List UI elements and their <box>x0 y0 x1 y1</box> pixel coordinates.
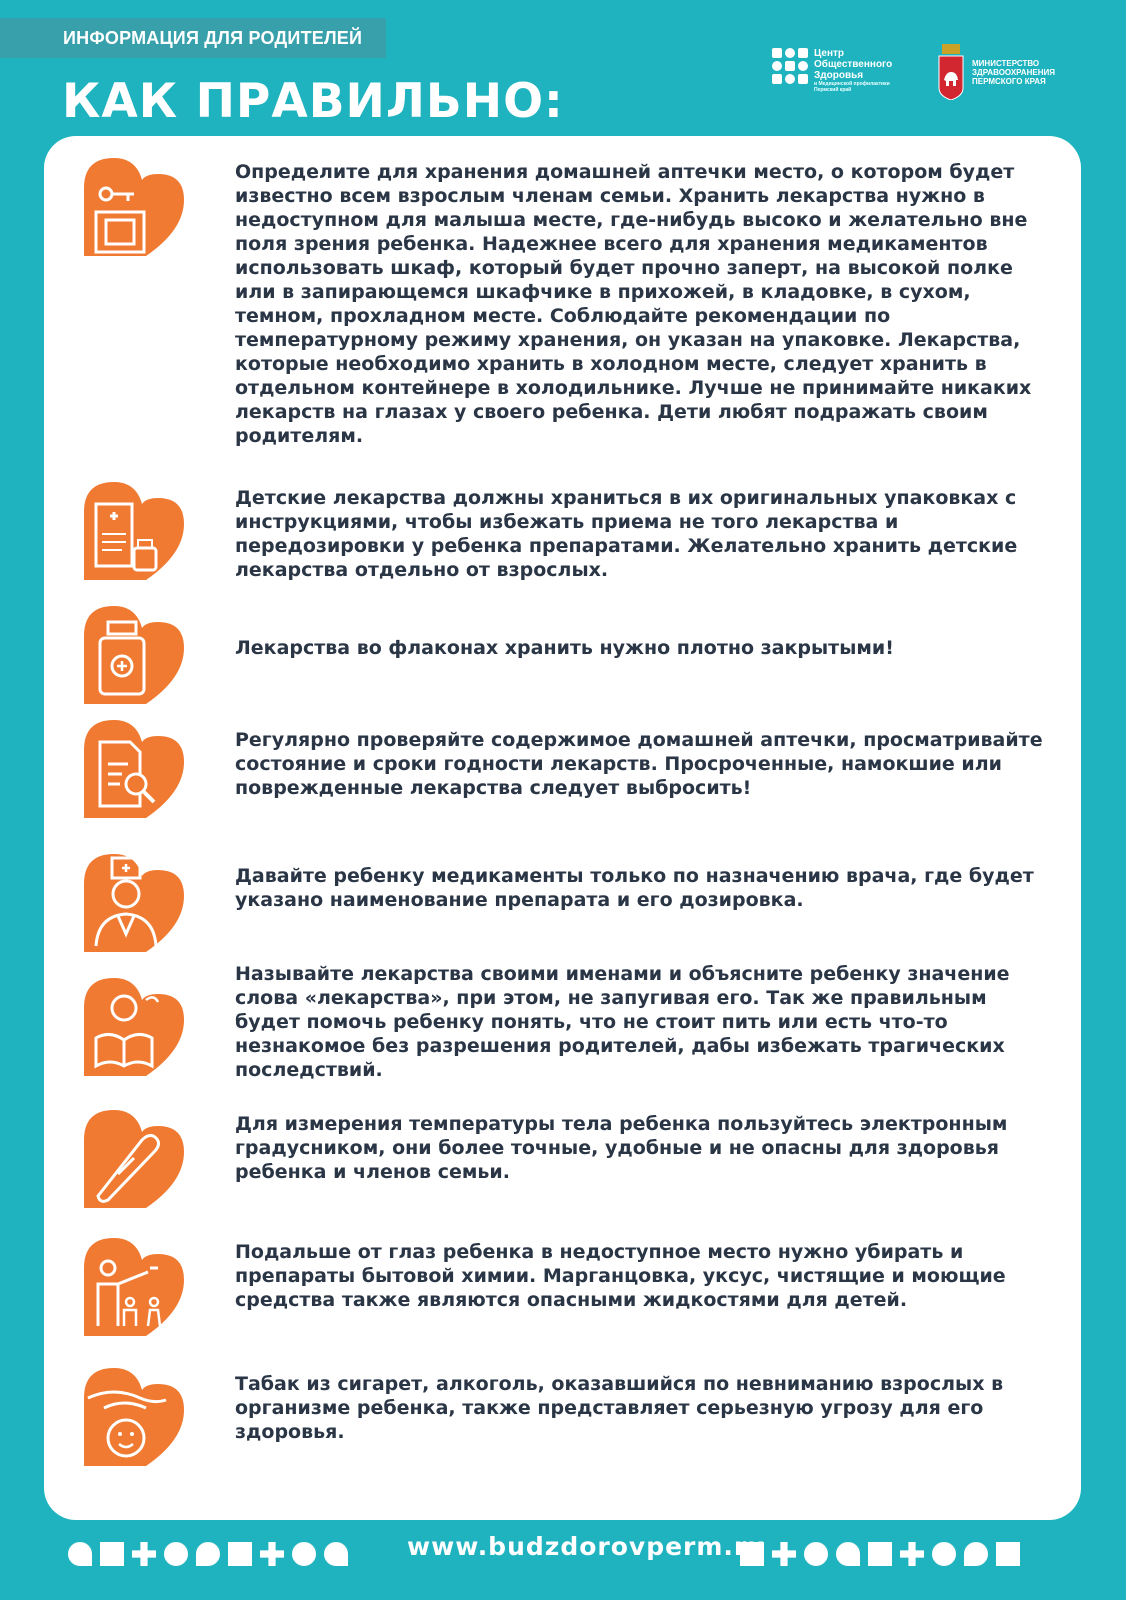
crest-icon <box>938 44 964 100</box>
doctor-icon <box>84 854 188 958</box>
footer-shape-icon <box>932 1542 956 1566</box>
footer-shape-icon <box>196 1542 220 1566</box>
footer-shape-icon <box>132 1542 156 1566</box>
medicine-bottle-icon <box>84 606 188 710</box>
page-title: КАК ПРАВИЛЬНО: <box>62 74 564 129</box>
center-logo-icon <box>772 48 808 84</box>
item-text: Определите для хранения домашней аптечки место, о котором будет известно всем взрослым членам семьи. Хранить лекарства нужно в недоступном для малыша месте, где-нибудь высоко и желательно вне поля зрения ребенка. Надежнее всего для хранения медикаментов использовать шкаф, который будет прочно заперт, на высокой полке или в запирающемся шкафчике в прихожей, в кладовке, в сухом, темном, прохладном месте. Соблюдайте рекомендации по температурному режиму хранения, он указан на упаковке. Лекарства, которые необходимо хранить в холодном месте, следует хранить в отдельном контейнере в холодильнике. Лучше не принимайте никаких лекарств на глазах у своего ребенка. Дети любят подражать своим родителям. <box>235 161 1032 447</box>
center-logo-line2: Общественного <box>814 59 893 70</box>
footer-shape-icon <box>260 1542 284 1566</box>
ministry-line1: МИНИСТЕРСТВО <box>972 58 1040 68</box>
center-logo-line3: Здоровья <box>814 70 864 81</box>
info-tag-label: ИНФОРМАЦИЯ ДЛЯ РОДИТЕЛЕЙ <box>63 27 363 48</box>
footer-shape-icon <box>836 1542 860 1566</box>
footer-shape-icon <box>164 1542 188 1566</box>
footer-shape-icon <box>868 1542 892 1566</box>
item-text: Называйте лекарства своими именами и объясните ребенку значение слова «лекарства», при этом, не запугивая его. Так же правильным будет помочь ребенку понять, что не стоит пить или есть что-то незнакомое без разрешения родителей, дабы избежать трагических последствий. <box>235 963 1010 1081</box>
key-cabinet-icon <box>84 158 188 262</box>
center-logo-small2: Пермский край <box>814 87 852 93</box>
item-text: Лекарства во флаконах хранить нужно плотно закрытыми! <box>235 637 894 659</box>
item-text: Для измерения температуры тела ребенка пользуйтесь электронным градусником, они более точные, удобные и не опасны для здоровья ребенка и членов семьи. <box>235 1113 1008 1183</box>
ministry-line2: ЗДРАВООХРАНЕНИЯ <box>972 67 1055 77</box>
info-tag <box>0 18 386 58</box>
center-logo-line1: Центр <box>814 48 845 59</box>
item-text: Регулярно проверяйте содержимое домашней аптечки, просматривайте состояние и сроки годности лекарств. Просроченные, намокшие или поврежденные лекарства следует выбросить! <box>235 729 1043 799</box>
website-link[interactable]: www.budzdorovperm.ru <box>407 1532 767 1561</box>
footer-shape-icon <box>228 1542 252 1566</box>
prescription-icon <box>84 482 188 586</box>
footer-shape-icon <box>804 1542 828 1566</box>
footer-shape-icon <box>964 1542 988 1566</box>
item-text: Детские лекарства должны храниться в их оригинальных упаковках с инструкциями, чтобы избежать приема не того лекарства и передозировки у ребенка препаратами. Желательно хранить детские лекарства отдельно от взрослых. <box>235 487 1018 581</box>
protected-child-icon <box>84 1368 188 1472</box>
thermometer-icon <box>84 1110 188 1214</box>
footer-shape-icon <box>900 1542 924 1566</box>
footer-shape-icon <box>324 1542 348 1566</box>
footer-shape-icon <box>100 1542 124 1566</box>
footer-shape-icon <box>292 1542 316 1566</box>
footer-shape-icon <box>68 1542 92 1566</box>
child-reading-icon <box>84 978 188 1082</box>
ministry-logo <box>938 44 1055 100</box>
center-logo-small1: и Медицинской профилактики <box>814 81 890 87</box>
center-logo <box>772 48 892 93</box>
item-text: Табак из сигарет, алкоголь, оказавшийся по невниманию взрослых в организме ребенка, также представляет серьезную угрозу для его здоровья. <box>235 1373 1004 1443</box>
parent-children-icon <box>84 1238 188 1342</box>
content-card <box>44 136 1081 1520</box>
document-search-icon <box>84 720 188 824</box>
footer-shape-icon <box>772 1542 796 1566</box>
footer-shape-icon <box>996 1542 1020 1566</box>
item-text: Подальше от глаз ребенка в недоступное место нужно убирать и препараты бытовой химии. Марганцовка, уксус, чистящие и моющие средства также являются опасными жидкостями для детей. <box>235 1241 1006 1311</box>
ministry-line3: ПЕРМСКОГО КРАЯ <box>972 76 1046 86</box>
item-text: Давайте ребенку медикаменты только по назначению врача, где будет указано наименование препарата и его дозировка. <box>235 865 1034 911</box>
